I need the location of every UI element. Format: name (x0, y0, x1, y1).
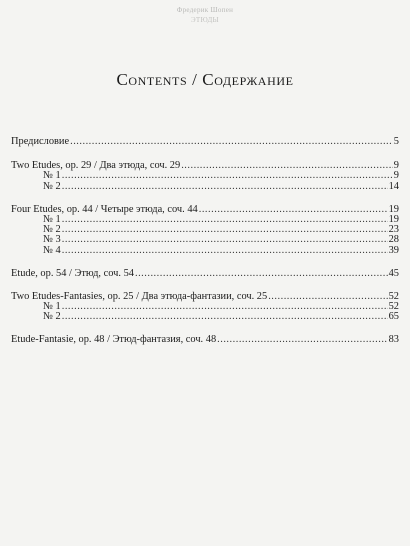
dot-leader (268, 292, 387, 302)
toc-page-number: 39 (388, 244, 399, 256)
toc-entry-title: № 3 (43, 234, 61, 246)
toc-subentry (11, 225, 399, 235)
table-of-contents (11, 137, 399, 359)
toc-subentry (11, 246, 399, 256)
toc-entry-title: Two Etudes-Fantasies, op. 25 / Два этюда-фантазии, соч. 25 (11, 290, 268, 302)
toc-entry-title: Etude-Fantasie, op. 48 / Этюд-фантазия, соч. 48 (11, 334, 217, 346)
toc-entry (11, 292, 399, 302)
dot-leader (62, 182, 388, 192)
toc-entry-title: № 1 (43, 301, 61, 313)
dot-leader (62, 171, 393, 181)
toc-page-number: 14 (388, 180, 399, 192)
toc-group (11, 335, 399, 345)
dot-leader (62, 246, 388, 256)
dot-leader (181, 161, 393, 171)
toc-group (11, 161, 399, 192)
toc-group (11, 137, 399, 147)
dot-leader (62, 215, 388, 225)
toc-entry-title: № 4 (43, 244, 61, 256)
toc-page-number: 83 (388, 334, 399, 346)
contents-title: Contents / Содержание (116, 70, 294, 89)
toc-subentry (11, 235, 399, 245)
dot-leader (62, 225, 388, 235)
toc-page-number: 19 (388, 203, 399, 215)
toc-entry-title: Two Etudes, op. 29 / Два этюда, соч. 29 (11, 160, 181, 172)
toc-subentry (11, 215, 399, 225)
toc-entry-title: № 1 (43, 170, 61, 182)
toc-page-number: 9 (393, 160, 399, 172)
dot-leader (135, 269, 388, 279)
toc-entry-title: № 2 (43, 311, 61, 323)
toc-page-number: 45 (388, 267, 399, 279)
toc-group (11, 292, 399, 323)
toc-page-number: 52 (388, 301, 399, 313)
toc-page-number: 19 (388, 213, 399, 225)
toc-entry (11, 137, 399, 147)
toc-subentry (11, 302, 399, 312)
toc-group (11, 269, 399, 279)
toc-subentry (11, 312, 399, 322)
dot-leader (62, 302, 388, 312)
header-title: ЭТЮДЫ (191, 16, 219, 24)
dot-leader (70, 137, 393, 147)
toc-entry (11, 269, 399, 279)
toc-entry-title: № 2 (43, 180, 61, 192)
toc-entry-title: Four Etudes, op. 44 / Четыре этюда, соч. 44 (11, 203, 198, 215)
toc-entry-title: № 2 (43, 224, 61, 236)
dot-leader (62, 235, 388, 245)
toc-page-number: 9 (393, 170, 399, 182)
toc-subentry (11, 171, 399, 181)
dot-leader (217, 335, 387, 345)
toc-page-number: 65 (388, 311, 399, 323)
toc-group (11, 205, 399, 256)
toc-entry-title: Etude, op. 54 / Этюд, соч. 54 (11, 267, 134, 279)
toc-entry (11, 161, 399, 171)
toc-entry (11, 205, 399, 215)
toc-entry-title: № 1 (43, 213, 61, 225)
toc-subentry (11, 182, 399, 192)
toc-page-number: 23 (388, 224, 399, 236)
toc-page-number: 52 (388, 290, 399, 302)
header-author: Фредерик Шопен (176, 6, 234, 14)
toc-page-number: 28 (388, 234, 399, 246)
page-header (0, 6, 410, 24)
toc-page-number: 5 (393, 136, 399, 147)
toc-entry (11, 335, 399, 345)
toc-entry-title: Предисловие (11, 136, 70, 147)
dot-leader (62, 312, 388, 322)
dot-leader (199, 205, 388, 215)
